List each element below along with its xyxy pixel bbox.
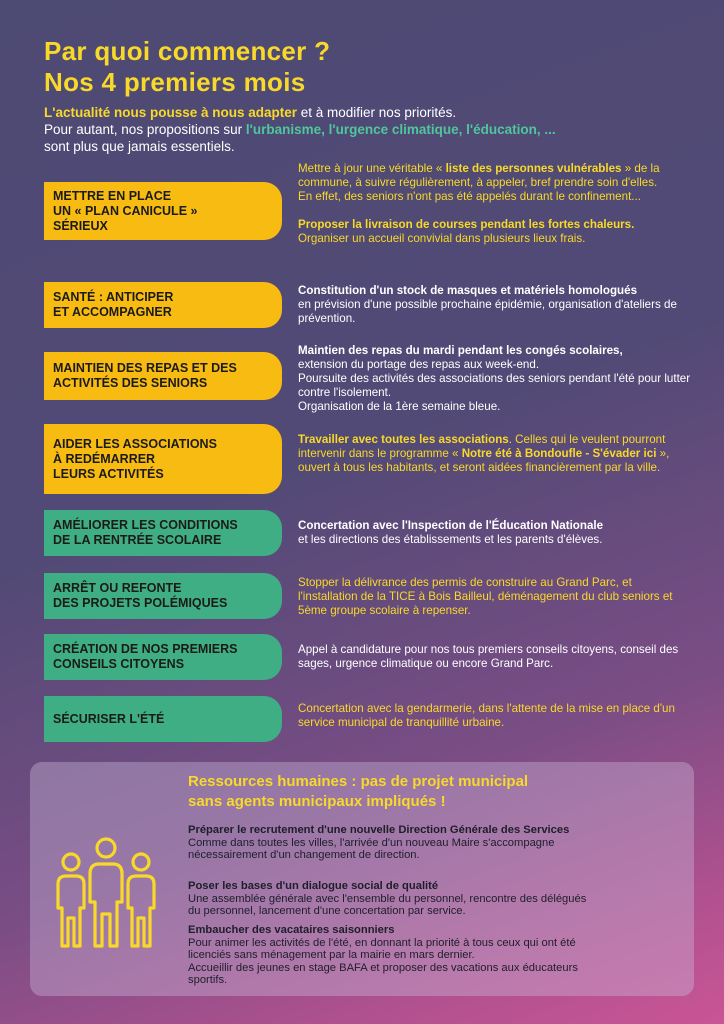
measure-description — [298, 344, 694, 414]
measure-label-line: MAINTIEN DES REPAS ET DES — [53, 361, 237, 375]
measure-label-pill — [44, 282, 282, 328]
title-line-1: Par quoi commencer ? — [44, 36, 331, 66]
measure-label-line: SÉRIEUX — [53, 218, 108, 233]
hr-item-text: Pour animer les activités de l'été, en donnant la priorité à tous ceux qui ont été licenciés sans ménagement par la mairie en mars dernier. Accueillir des jeunes en stage BAFA et proposer des vacations aux éducateurs sportifs. — [188, 936, 578, 986]
measure-label-line: METTRE EN PLACE — [53, 188, 172, 203]
intro-text-3: sont plus que jamais essentiels. — [44, 139, 235, 154]
hr-item-recrutement — [188, 824, 658, 862]
desc-text: extension du portage des repas aux week-end. — [298, 358, 540, 371]
measure-description — [298, 519, 694, 547]
title-line-2: Nos 4 premiers mois — [44, 67, 306, 97]
measure-label-line: SÉCURISER L'ÉTÉ — [53, 711, 165, 726]
desc-bold: Travailler avec toutes les associations — [298, 433, 509, 446]
desc-text: Poursuite des activités des associations des seniors pendant l'été pour lutter contre l'isolement. — [298, 372, 691, 399]
desc-bold: Maintien des repas du mardi pendant les congés scolaires, — [298, 344, 623, 357]
measure-description — [298, 576, 694, 618]
desc-text: Stopper la délivrance des permis de construire au Grand Parc, et l'installation de la TICE à Bois Bailleul, déménagement du club seniors et 5ème groupe scolaire à repenser. — [298, 576, 673, 617]
hr-item-heading: Poser les bases d'un dialogue social de qualité — [188, 880, 439, 892]
measure-label-pill — [44, 352, 282, 400]
desc-text: Mettre à jour une véritable « — [298, 162, 446, 175]
hr-item-text: Comme dans toutes les villes, l'arrivée d'un nouveau Maire s'accompagne nécessairement d'un changement de direction. — [188, 836, 555, 861]
measure-label-line: ACTIVITÉS DES SENIORS — [53, 376, 208, 390]
measure-label-line: ARRÊT OU REFONTE — [53, 581, 182, 595]
hr-title — [188, 772, 528, 812]
desc-bold: Constitution d'un stock de masques et matériels homologués — [298, 284, 638, 297]
measure-label-line: À REDÉMARRER — [53, 451, 156, 466]
hr-item-text: Une assemblée générale avec l'ensemble du personnel, rencontre des délégués du personnel, lancement d'une concertation par service. — [188, 892, 587, 917]
desc-text: En effet, des seniors n'ont pas été appelés durant le confinement... — [298, 190, 641, 203]
measure-label-line: DES PROJETS POLÉMIQUES — [53, 596, 228, 610]
desc-text: » de la commune, à suivre régulièrement, à appeler, bref prendre soin d'elles. — [298, 162, 660, 189]
measure-label-line: UN « PLAN CANICULE » — [53, 203, 198, 218]
hr-item-heading: Embaucher des vacataires saisonniers — [188, 924, 395, 936]
measure-description — [298, 643, 694, 671]
measure-label-pill — [44, 510, 282, 556]
desc-text: et les directions des établissements et les parents d'élèves. — [298, 533, 603, 546]
measure-label-line: ET ACCOMPAGNER — [53, 305, 172, 319]
desc-text: Organisation de la 1ère semaine bleue. — [298, 400, 501, 413]
hr-item-heading: Préparer le recrutement d'une nouvelle Direction Générale des Services — [188, 824, 570, 836]
desc-text: Concertation avec la gendarmerie, dans l'attente de la mise en place d'un service municipal de tranquillité urbaine. — [298, 702, 675, 729]
measure-label-pill — [44, 634, 282, 680]
desc-text: Appel à candidature pour nos tous premiers conseils citoyens, conseil des sages, urgence climatique ou encore Grand Parc. — [298, 643, 679, 670]
measure-label-pill — [44, 424, 282, 494]
measure-label-pill — [44, 696, 282, 742]
desc-text: . Celles qui le veulent pourront intervenir dans le programme « — [298, 433, 666, 460]
measure-description — [298, 162, 694, 246]
desc-text: », ouvert à tous les habitants, et seront aidées financièrement par la ville. — [298, 447, 670, 474]
measure-label-line: AIDER LES ASSOCIATIONS — [53, 436, 217, 451]
hr-item-vacataires — [188, 924, 658, 987]
measure-label-line: LEURS ACTIVITÉS — [53, 466, 164, 481]
hr-section — [30, 762, 694, 996]
people-group-icon — [52, 834, 160, 952]
measure-label-line: CONSEILS CITOYENS — [53, 657, 185, 671]
measure-label-line: SANTÉ : ANTICIPER — [53, 290, 174, 304]
desc-bold: liste des personnes vulnérables — [445, 162, 622, 175]
intro-text-1: et à modifier nos priorités. — [297, 105, 457, 120]
measure-label-pill — [44, 182, 282, 240]
intro-topics: l'urbanisme, l'urgence climatique, l'éducation, ... — [245, 122, 556, 137]
measure-label-pill — [44, 573, 282, 619]
measure-description — [298, 284, 694, 326]
desc-bold: Concertation avec l'Inspection de l'Éducation Nationale — [298, 519, 604, 532]
hr-title-line-2: sans agents municipaux impliqués ! — [188, 793, 446, 810]
intro-paragraph — [44, 104, 694, 155]
desc-bold: Notre été à Bondoufle - S'évader ici — [461, 447, 657, 460]
desc-text: Organiser un accueil convivial dans plusieurs lieux frais. — [298, 232, 586, 245]
page-title — [44, 36, 330, 98]
measure-label-line: DE LA RENTRÉE SCOLAIRE — [53, 533, 222, 547]
measure-label-line: AMÉLIORER LES CONDITIONS — [53, 518, 238, 532]
desc-text: en prévision d'une possible prochaine épidémie, organisation d'ateliers de prévention. — [298, 298, 677, 325]
intro-highlight: L'actualité nous pousse à nous adapter — [44, 105, 298, 120]
hr-item-dialogue-social — [188, 880, 658, 918]
desc-bold: Proposer la livraison de courses pendant les fortes chaleurs. — [298, 218, 635, 231]
hr-title-line-1: Ressources humaines : pas de projet municipal — [188, 773, 529, 790]
measure-description — [298, 702, 694, 730]
intro-text-2: Pour autant, nos propositions sur — [44, 122, 246, 137]
measure-label-line: CRÉATION DE NOS PREMIERS — [53, 642, 238, 656]
measure-description — [298, 433, 694, 475]
